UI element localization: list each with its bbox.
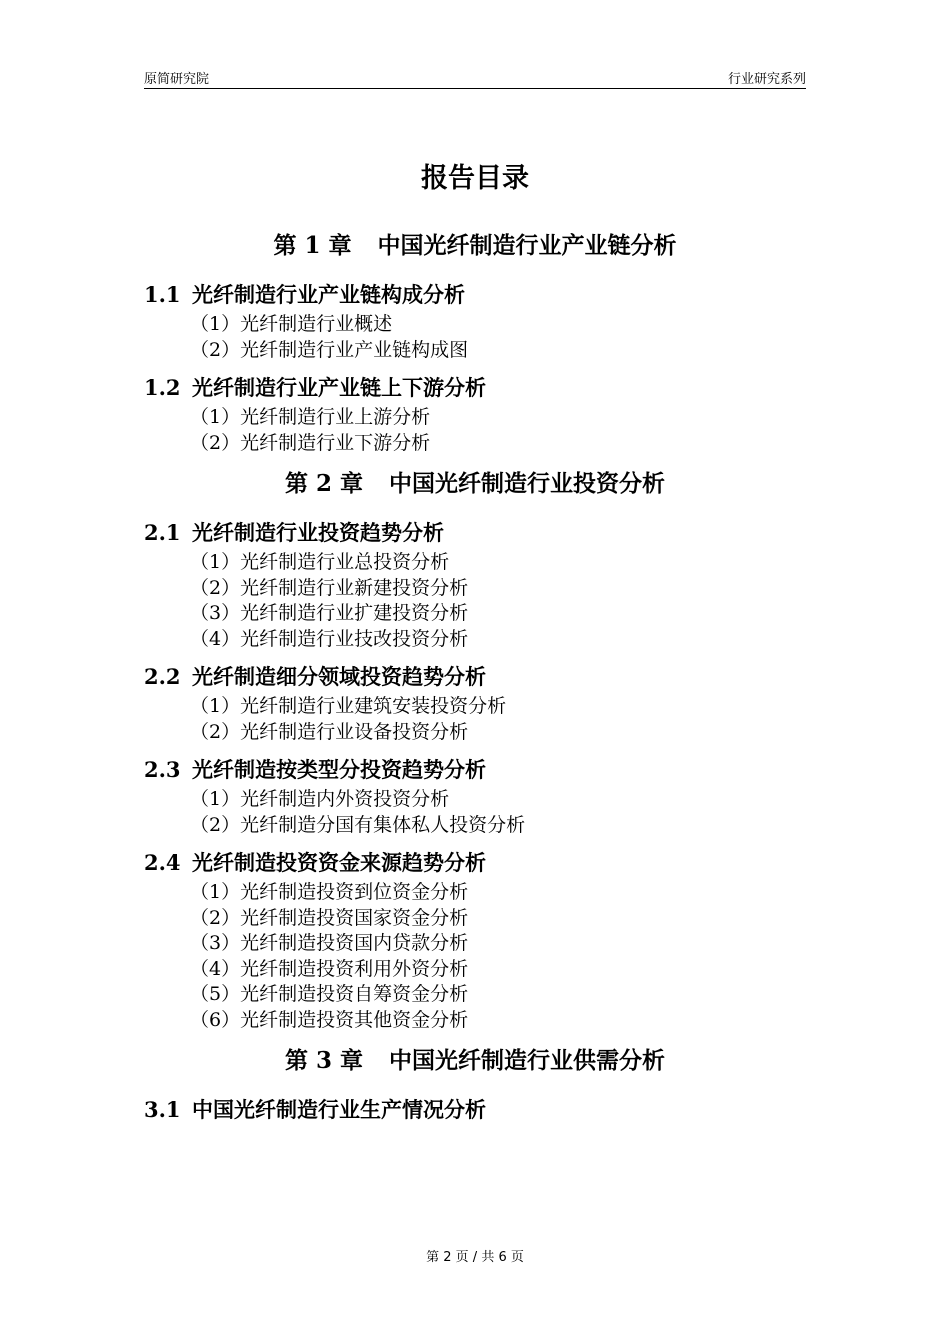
- section-title: 光纤制造行业产业链构成分析: [192, 282, 465, 307]
- chapter-title: 中国光纤制造行业产业链分析: [377, 232, 677, 259]
- section-title: 光纤制造投资资金来源趋势分析: [192, 850, 486, 875]
- document-title: 报告目录: [421, 163, 529, 194]
- section-number: 2.1: [144, 520, 181, 545]
- toc-item: （2）光纤制造分国有集体私人投资分析: [190, 813, 526, 836]
- section-heading: [0, 753, 950, 787]
- toc-item: （3）光纤制造投资国内贷款分析: [190, 932, 469, 954]
- toc-item: （1）光纤制造行业总投资分析: [190, 551, 450, 573]
- chapter-title: 中国光纤制造行业投资分析: [389, 470, 666, 497]
- toc-item: （1）光纤制造投资到位资金分析: [190, 881, 469, 903]
- toc-item: （2）光纤制造行业新建投资分析: [190, 576, 469, 599]
- toc-section: [0, 1093, 950, 1127]
- section-heading: [0, 1093, 950, 1127]
- toc-item: （2）光纤制造行业设备投资分析: [190, 720, 469, 743]
- toc-section: [0, 660, 950, 753]
- section-heading: [0, 846, 950, 880]
- section-heading: [0, 516, 950, 550]
- header-organization: 原简研究院: [144, 72, 210, 87]
- toc-item: （5）光纤制造投资自筹资金分析: [190, 983, 469, 1005]
- chapter-title: 中国光纤制造行业供需分析: [389, 1047, 666, 1074]
- section-heading: [0, 371, 950, 405]
- section-heading: [0, 278, 950, 312]
- section-number: 1.2: [144, 375, 181, 400]
- page-number: 第 2 页 / 共 6 页: [426, 1250, 524, 1265]
- section-number: 2.4: [144, 850, 181, 875]
- page-header: [144, 68, 806, 89]
- toc-item: （3）光纤制造行业扩建投资分析: [190, 602, 469, 624]
- toc-section: [0, 371, 950, 464]
- chapter-label: 第 3 章: [284, 1047, 364, 1074]
- chapter-label: 第 2 章: [284, 470, 364, 497]
- toc-section: [0, 278, 950, 371]
- toc-section: [0, 846, 950, 1041]
- section-title: 光纤制造细分领域投资趋势分析: [192, 664, 486, 689]
- toc-item: （4）光纤制造行业技改投资分析: [190, 627, 469, 650]
- chapter-label: 第 1 章: [273, 232, 352, 259]
- toc-item: （1）光纤制造内外资投资分析: [190, 788, 450, 810]
- section-title: 光纤制造按类型分投资趋势分析: [192, 757, 486, 782]
- chapter-heading: [0, 464, 950, 504]
- section-number: 2.3: [144, 757, 181, 782]
- chapter-heading: [0, 1041, 950, 1081]
- toc-item: （1）光纤制造行业概述: [190, 313, 393, 335]
- toc-item: （2）光纤制造行业下游分析: [190, 431, 431, 454]
- section-heading: [0, 660, 950, 694]
- toc-item: （1）光纤制造行业建筑安装投资分析: [190, 695, 507, 717]
- section-number: 1.1: [144, 282, 181, 307]
- table-of-contents: [0, 226, 950, 1127]
- toc-section: [0, 753, 950, 846]
- toc-item: （2）光纤制造投资国家资金分析: [190, 906, 469, 929]
- toc-item: （4）光纤制造投资利用外资分析: [190, 957, 469, 980]
- section-title: 光纤制造行业产业链上下游分析: [192, 375, 486, 400]
- chapter-heading: [0, 226, 950, 266]
- toc-item: （2）光纤制造行业产业链构成图: [190, 338, 469, 361]
- section-number: 2.2: [144, 664, 181, 689]
- section-title: 中国光纤制造行业生产情况分析: [192, 1097, 486, 1122]
- toc-item: （6）光纤制造投资其他资金分析: [190, 1008, 469, 1031]
- section-number: 3.1: [144, 1097, 181, 1122]
- header-series: 行业研究系列: [727, 72, 806, 87]
- toc-item: （1）光纤制造行业上游分析: [190, 406, 431, 428]
- section-title: 光纤制造行业投资趋势分析: [192, 520, 444, 545]
- toc-section: [0, 516, 950, 660]
